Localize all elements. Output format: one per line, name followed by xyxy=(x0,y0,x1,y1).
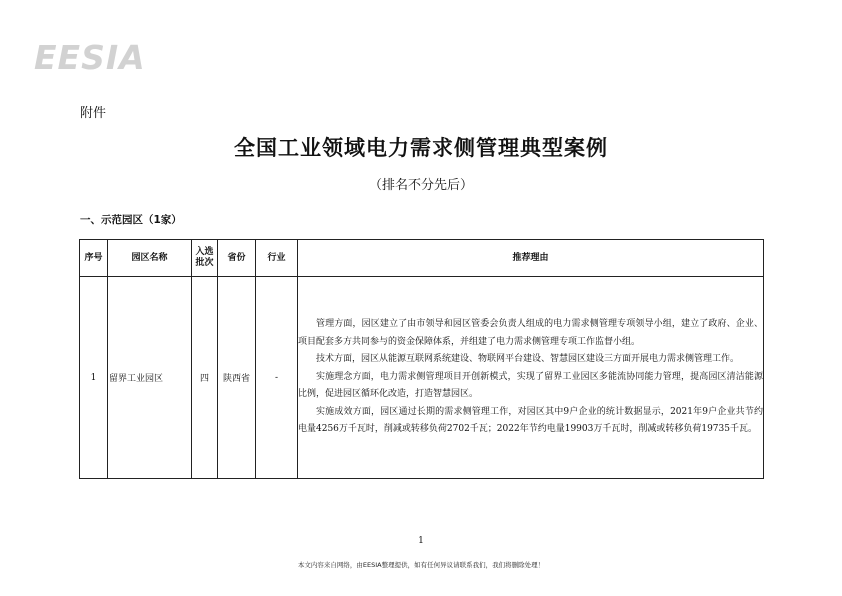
reason-paragraph-results: 实施成效方面，园区通过长期的需求侧管理工作，对园区其中9户企业的统计数据显示，2021年9户企业共节约电量4256万千瓦时，削减或转移负荷2702千瓦；2022年节约电量19903万千瓦时，削减或转移负荷19735千瓦。 xyxy=(298,406,763,435)
footer-note: 本文内容来自网络，由EESIA整理提供，如有任何异议请联系我们，我们将删除处理！ xyxy=(297,561,545,569)
section-heading: 一、示范园区（1家） xyxy=(80,214,182,226)
cell-batch: 四 xyxy=(192,277,218,479)
cell-park-name: 留界工业园区 xyxy=(108,277,192,479)
reason-paragraph-concept: 实施理念方面，电力需求侧管理项目开创新模式，实现了留界工业园区多能流协同能力管理，提高园区清洁能源比例，促进园区循环化改造，打造智慧园区。 xyxy=(298,371,763,400)
cell-index: 1 xyxy=(80,277,108,479)
table-row xyxy=(80,277,764,479)
attachment-label: 附件 xyxy=(80,106,107,121)
header-reason: 推荐理由 xyxy=(298,240,764,277)
logo: EESIA xyxy=(34,38,146,77)
cell-province: 陕西省 xyxy=(218,277,256,479)
header-province: 省份 xyxy=(218,240,256,277)
page-number: 1 xyxy=(418,536,424,546)
header-index: 序号 xyxy=(80,240,108,277)
reason-paragraph-management: 管理方面，园区建立了由市领导和园区管委会负责人组成的电力需求侧管理专项领导小组，建立了政府、企业、项目配套多方共同参与的资金保障体系，并组建了电力需求侧管理专项工作监督小组。 xyxy=(298,318,763,347)
document-subtitle: （排名不分先后） xyxy=(368,178,473,193)
header-park-name: 园区名称 xyxy=(108,240,192,277)
table-header-row xyxy=(80,240,764,277)
document-title: 全国工业领域电力需求侧管理典型案例 xyxy=(234,135,608,160)
cell-industry: - xyxy=(256,277,298,479)
header-batch: 入选批次 xyxy=(192,240,218,277)
cases-table xyxy=(79,239,764,479)
reason-paragraph-technology: 技术方面，园区从能源互联网系统建设、物联网平台建设、智慧园区建设三方面开展电力需求侧管理工作。 xyxy=(316,354,740,365)
cell-reason xyxy=(298,277,764,479)
header-industry: 行业 xyxy=(256,240,298,277)
